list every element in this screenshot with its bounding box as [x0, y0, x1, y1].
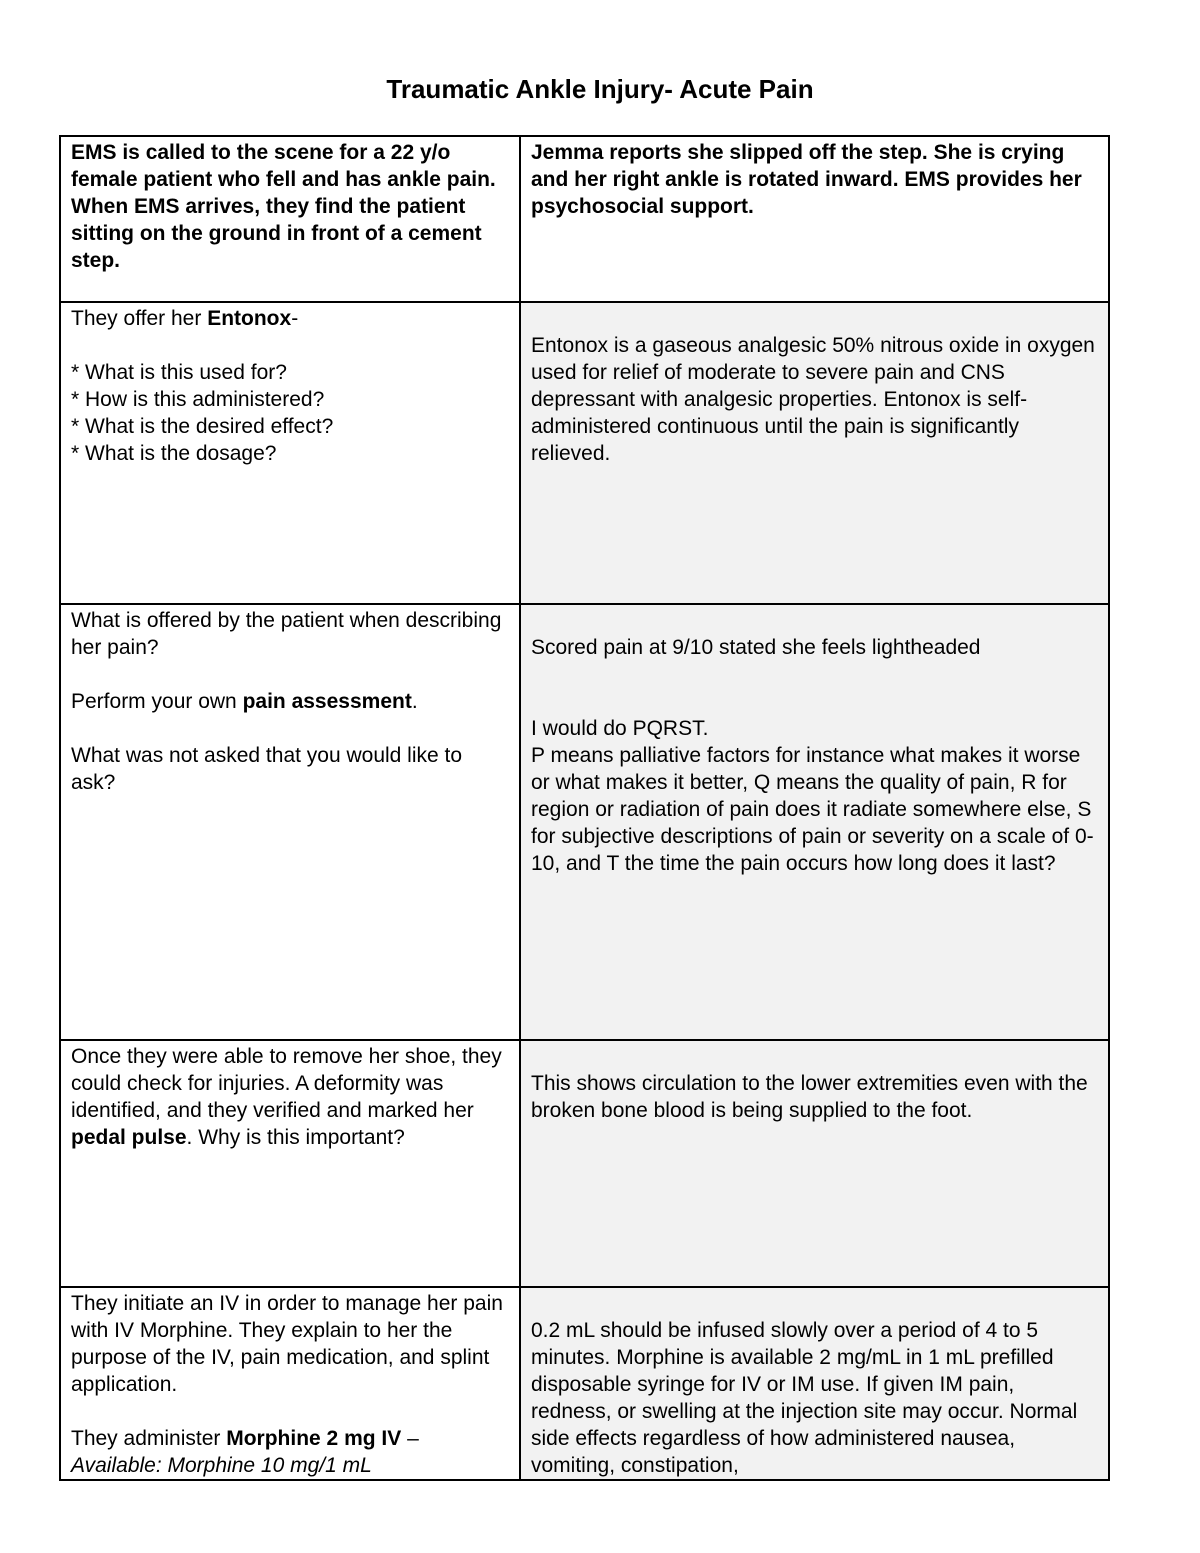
pain-assessment-term: pain assessment	[242, 690, 412, 713]
table-row	[60, 1287, 1109, 1480]
list-item: * What is the dosage?	[71, 442, 277, 465]
entonox-answer-text: Entonox is a gaseous analgesic 50% nitrous oxide in oxygen used for relief of moderate to severe pain and CNS depressant with analgesic properties. Entonox is self-administered continuous until the pain is significantly relieved.	[531, 334, 1095, 465]
pedal-pulse-answer: This shows circulation to the lower extremities even with the broken bone blood is being supplied to the foot.	[531, 1072, 1088, 1122]
case-study-table	[59, 135, 1110, 1481]
pain-assessment-prompt: Perform your own pain assessment.	[71, 690, 418, 713]
table-row	[60, 136, 1109, 302]
morphine-dose-text: They administer Morphine 2 mg IV –	[71, 1427, 419, 1450]
table-row	[60, 604, 1109, 1040]
entonox-question-lead: They offer her Entonox-	[71, 307, 299, 330]
pqrst-answer: I would do PQRST.	[531, 717, 709, 740]
scenario-intro-text: EMS is called to the scene for a 22 y/o female patient who fell and has ankle pain. When EMS arrives, they find the patient sitting on the ground in front of a cement step.	[71, 141, 496, 272]
iv-initiation-text: They initiate an IV in order to manage her pain with IV Morphine. They explain to her the purpose of the IV, pain medication, and splint application.	[71, 1292, 503, 1396]
pain-score-answer: Scored pain at 9/10 stated she feels lightheaded	[531, 636, 981, 659]
list-item: * What is this used for?	[71, 361, 287, 384]
morphine-question-cell	[60, 1287, 520, 1480]
list-item: * What is the desired effect?	[71, 415, 334, 438]
entonox-question-cell	[60, 302, 520, 604]
morphine-dose-term: Morphine 2 mg IV	[226, 1427, 402, 1450]
pedal-pulse-term: pedal pulse	[71, 1126, 187, 1149]
pedal-pulse-question-cell	[60, 1040, 520, 1287]
scenario-report-text: Jemma reports she slipped off the step. She is crying and her right ankle is rotated inward. EMS provides her psychosocial support.	[531, 141, 1082, 218]
pain-description-question: What is offered by the patient when describing her pain?	[71, 609, 502, 659]
pain-assessment-question-cell	[60, 604, 520, 1040]
pedal-pulse-question: Once they were able to remove her shoe, they could check for injuries. A deformity was identified, and they verified and marked her pedal pulse. Why is this important?	[71, 1045, 502, 1149]
morphine-answer-cell	[520, 1287, 1109, 1480]
pain-assessment-answer-cell	[520, 604, 1109, 1040]
table-row	[60, 1040, 1109, 1287]
pedal-pulse-answer-cell	[520, 1040, 1109, 1287]
morphine-availability-text: Available: Morphine 10 mg/1 mL	[71, 1454, 372, 1477]
morphine-answer-text: 0.2 mL should be infused slowly over a period of 4 to 5 minutes. Morphine is available 2 mg/mL in 1 mL prefilled disposable syringe for IV or IM use. If given IM pain, redness, or swelling at the injection site may occur. Normal side effects regardless of how administered nausea, vomiting, constipation,	[531, 1319, 1078, 1477]
page-title: Traumatic Ankle Injury- Acute Pain	[386, 74, 814, 104]
list-item: * How is this administered?	[71, 388, 325, 411]
entonox-term: Entonox	[207, 307, 292, 330]
unasked-question-prompt: What was not asked that you would like to ask?	[71, 744, 463, 794]
scenario-intro-cell	[60, 136, 520, 302]
scenario-report-cell	[520, 136, 1109, 302]
table-row	[60, 302, 1109, 604]
pqrst-explanation: P means palliative factors for instance what makes it worse or what makes it better, Q means the quality of pain, R for region or radiation of pain does it radiate somewhere else, S for subjective descriptions of pain or severity on a scale of 0-10, and T the time the pain occurs how long does it last?	[531, 744, 1094, 875]
entonox-answer-cell	[520, 302, 1109, 604]
